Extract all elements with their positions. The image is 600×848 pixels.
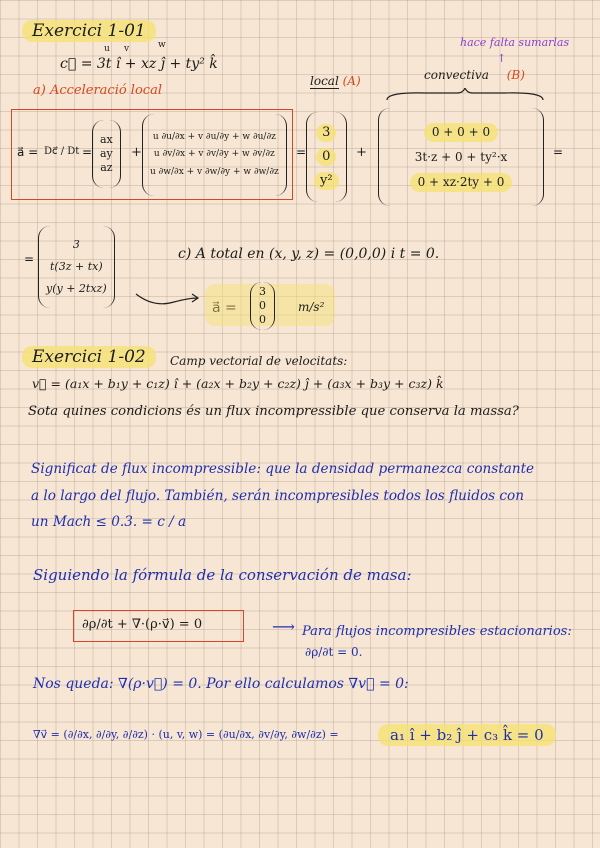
convective-tag: (B) [506,68,525,82]
convective-label [424,68,525,82]
conv-vector-y: 3t·z + 0 + ty²·x [414,149,508,164]
final-vector-y: 0 [259,299,266,313]
result-vector [38,226,115,308]
divergence-lhs: ∇v⃗ = (∂/∂x, ∂/∂y, ∂/∂z) · (u, v, w) = (∂u/∂x, ∂v/∂y, ∂w/∂z) = [33,728,339,741]
convective-brace [385,88,545,102]
steady-eq: ∂ρ/∂t = 0. [305,645,363,659]
plus-1: + [131,145,142,160]
label-u: u [104,44,110,54]
conv-vector-x: 0 + 0 + 0 [424,123,498,142]
divergence-result: a₁ î + b₂ ĵ + c₃ k̂ = 0 [378,724,556,746]
result-vector-y: t(3z + tx) [50,260,103,274]
incompressible-line-1: Significat de flux incompressible: que la densidad permanezca constante [31,461,535,477]
final-vector-z: 0 [259,312,266,326]
divergence-intro: Nos queda: ∇(ρ·v⃗) = 0. Por ello calculamos ∇v⃗ = 0: [33,676,409,692]
part-c-text: c) A total en (x, y, z) = (0,0,0) i t = 0. [178,246,440,262]
ex102-subtitle: Camp vectorial de velocitats: [170,354,348,368]
conv-row-2: u ∂v/∂x + v ∂v/∂y + w ∂v/∂z [153,149,275,160]
incompressible-line-3: un Mach ≤ 0.3. = c / a [31,514,187,530]
eq-4: = [24,252,35,266]
final-vector-x: 3 [259,285,266,299]
steady-arrow: ⟶ [272,617,295,636]
conv-row-3: u ∂w/∂x + v ∂w/∂y + w ∂w/∂z [150,166,279,177]
hint-note: hace falta sumarlas [460,36,570,49]
local-label-text: local [310,74,339,88]
final-vector [250,282,275,330]
local-vector-y: 0 [316,148,336,166]
ex101-title: Exercici 1-01 [22,20,156,42]
ex102-question: Sota quines condicions és un flux incompressible que conserva la massa? [28,404,519,419]
dc-dt: Dc⃗ / Dt [44,146,80,157]
convective-label-text: convectiva [424,68,489,82]
ex102-velocity: v⃗ = (a₁x + b₁y + c₁z) î + (a₂x + b₂y + c₂z) ĵ + (a₃x + b₃y + c₃z) k̂ [32,376,444,391]
hint-arrow: ↑ [497,52,507,65]
plus-2: + [356,145,367,160]
a-vector-y: ay [100,147,113,161]
conv-matrix [142,114,287,196]
label-w: w [158,40,166,50]
result-arrow [134,288,202,310]
a-vector [92,120,121,188]
part-a-text: a) Acceleració local [33,83,162,98]
local-label [310,74,361,88]
mass-conservation-intro: Siguiendo la fórmula de la conservación de masa: [33,566,412,584]
final-units: m/s² [298,300,325,314]
eq-1: = [82,145,93,159]
part-c [178,246,439,262]
eq-3: = [553,145,564,159]
conv-row-1: u ∂u/∂x + v ∂u/∂y + w ∂u/∂z [152,132,276,143]
label-v: v [124,44,130,54]
ex102-title: Exercici 1-02 [22,346,156,368]
velocity-field: c⃗ = 3t î + xz ĵ + ty² k̂ [60,56,218,72]
a-vector-z: az [100,160,113,174]
local-vector-z: y² [314,172,339,190]
result-vector-z: y(y + 2txz) [46,281,107,295]
accel-lhs: a⃗ = [17,145,39,159]
incompressible-line-2: a lo largo del flujo. También, serán incompresibles todos los fluidos con [31,488,524,504]
local-vector-x: 3 [316,124,336,142]
conv-vector-z: 0 + xz·2ty + 0 [410,173,513,192]
part-a-heading [33,83,162,98]
local-vector [306,112,347,202]
a-vector-x: ax [100,133,113,147]
mass-eq: ∂ρ/∂t + ∇·(ρ·v⃗) = 0 [82,617,203,632]
result-vector-x: 3 [72,238,80,252]
steady-note: Para flujos incompresibles estacionarios: [302,624,572,639]
local-tag: (A) [342,74,361,88]
conv-vector [378,108,544,206]
eq-2: = [296,145,307,159]
